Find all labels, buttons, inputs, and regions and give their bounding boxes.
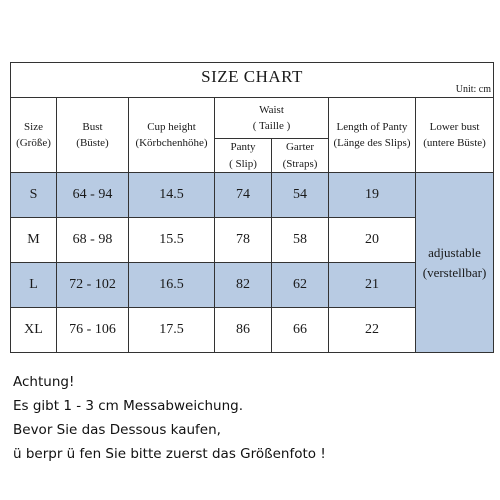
bust-cell: 76 - 106 <box>57 308 129 353</box>
header-waist-label-de: ( Taille ) <box>252 120 291 132</box>
header-panty-label: Panty <box>230 141 256 153</box>
header-panty <box>215 139 272 173</box>
cup-height-cell: 15.5 <box>129 218 215 263</box>
header-length-label: Length of Panty <box>336 120 408 133</box>
header-lower-bust <box>416 98 494 173</box>
note-line: Bevor Sie das Dessous kaufen, <box>13 422 221 438</box>
header-cup-height <box>129 98 215 173</box>
size-cell: M <box>11 218 57 263</box>
chart-title-cell <box>11 63 494 98</box>
length-cell: 22 <box>329 308 416 353</box>
header-length-of-panty <box>329 98 416 173</box>
header-bust <box>57 98 129 173</box>
length-cell: 20 <box>329 218 416 263</box>
lower-bust-cell <box>416 173 494 353</box>
header-size-label-de: (Größe) <box>16 137 51 149</box>
header-panty-label-de: ( Slip) <box>229 157 257 170</box>
lower-bust-value: adjustable <box>428 245 481 260</box>
header-length-label-de: (Länge des Slips) <box>333 137 411 149</box>
header-size-label: Size <box>24 120 43 133</box>
garter-cell: 66 <box>272 308 329 353</box>
bust-cell: 72 - 102 <box>57 263 129 308</box>
size-chart-table <box>10 62 494 353</box>
bust-cell: 64 - 94 <box>57 173 129 218</box>
size-cell: XL <box>11 308 57 353</box>
header-garter-label: Garter <box>285 141 315 153</box>
panty-cell: 82 <box>215 263 272 308</box>
header-cup-label: Cup height <box>147 120 196 133</box>
header-bust-label: Bust <box>82 120 103 133</box>
header-bust-label-de: (Büste) <box>76 137 109 149</box>
length-cell: 21 <box>329 263 416 308</box>
note-line: Achtung! <box>13 374 75 390</box>
garter-cell: 54 <box>272 173 329 218</box>
size-cell: L <box>11 263 57 308</box>
unit-label: Unit: cm <box>455 84 492 95</box>
note-line: ü berpr ü fen Sie bitte zuerst das Größenfoto ! <box>13 446 326 462</box>
size-cell: S <box>11 173 57 218</box>
header-size <box>11 98 57 173</box>
lower-bust-value-de: (verstellbar) <box>422 264 487 280</box>
panty-cell: 78 <box>215 218 272 263</box>
panty-cell: 74 <box>215 173 272 218</box>
header-waist <box>215 98 329 139</box>
cup-height-cell: 17.5 <box>129 308 215 353</box>
panty-cell: 86 <box>215 308 272 353</box>
bust-cell: 68 - 98 <box>57 218 129 263</box>
header-cup-label-de: (Körbchenhöhe) <box>135 137 208 149</box>
header-garter <box>272 139 329 173</box>
header-lower-label: Lower bust <box>429 120 480 133</box>
note-line: Es gibt 1 - 3 cm Messabweichung. <box>13 398 244 414</box>
header-lower-label-de: (untere Büste) <box>423 137 486 149</box>
garter-cell: 58 <box>272 218 329 263</box>
measurement-note <box>13 370 326 466</box>
cup-height-cell: 14.5 <box>129 173 215 218</box>
garter-cell: 62 <box>272 263 329 308</box>
chart-title: SIZE CHART <box>201 67 303 86</box>
header-garter-label-de: (Straps) <box>282 157 318 170</box>
table-row <box>11 173 494 218</box>
cup-height-cell: 16.5 <box>129 263 215 308</box>
length-cell: 19 <box>329 173 416 218</box>
header-waist-label: Waist <box>259 103 284 116</box>
